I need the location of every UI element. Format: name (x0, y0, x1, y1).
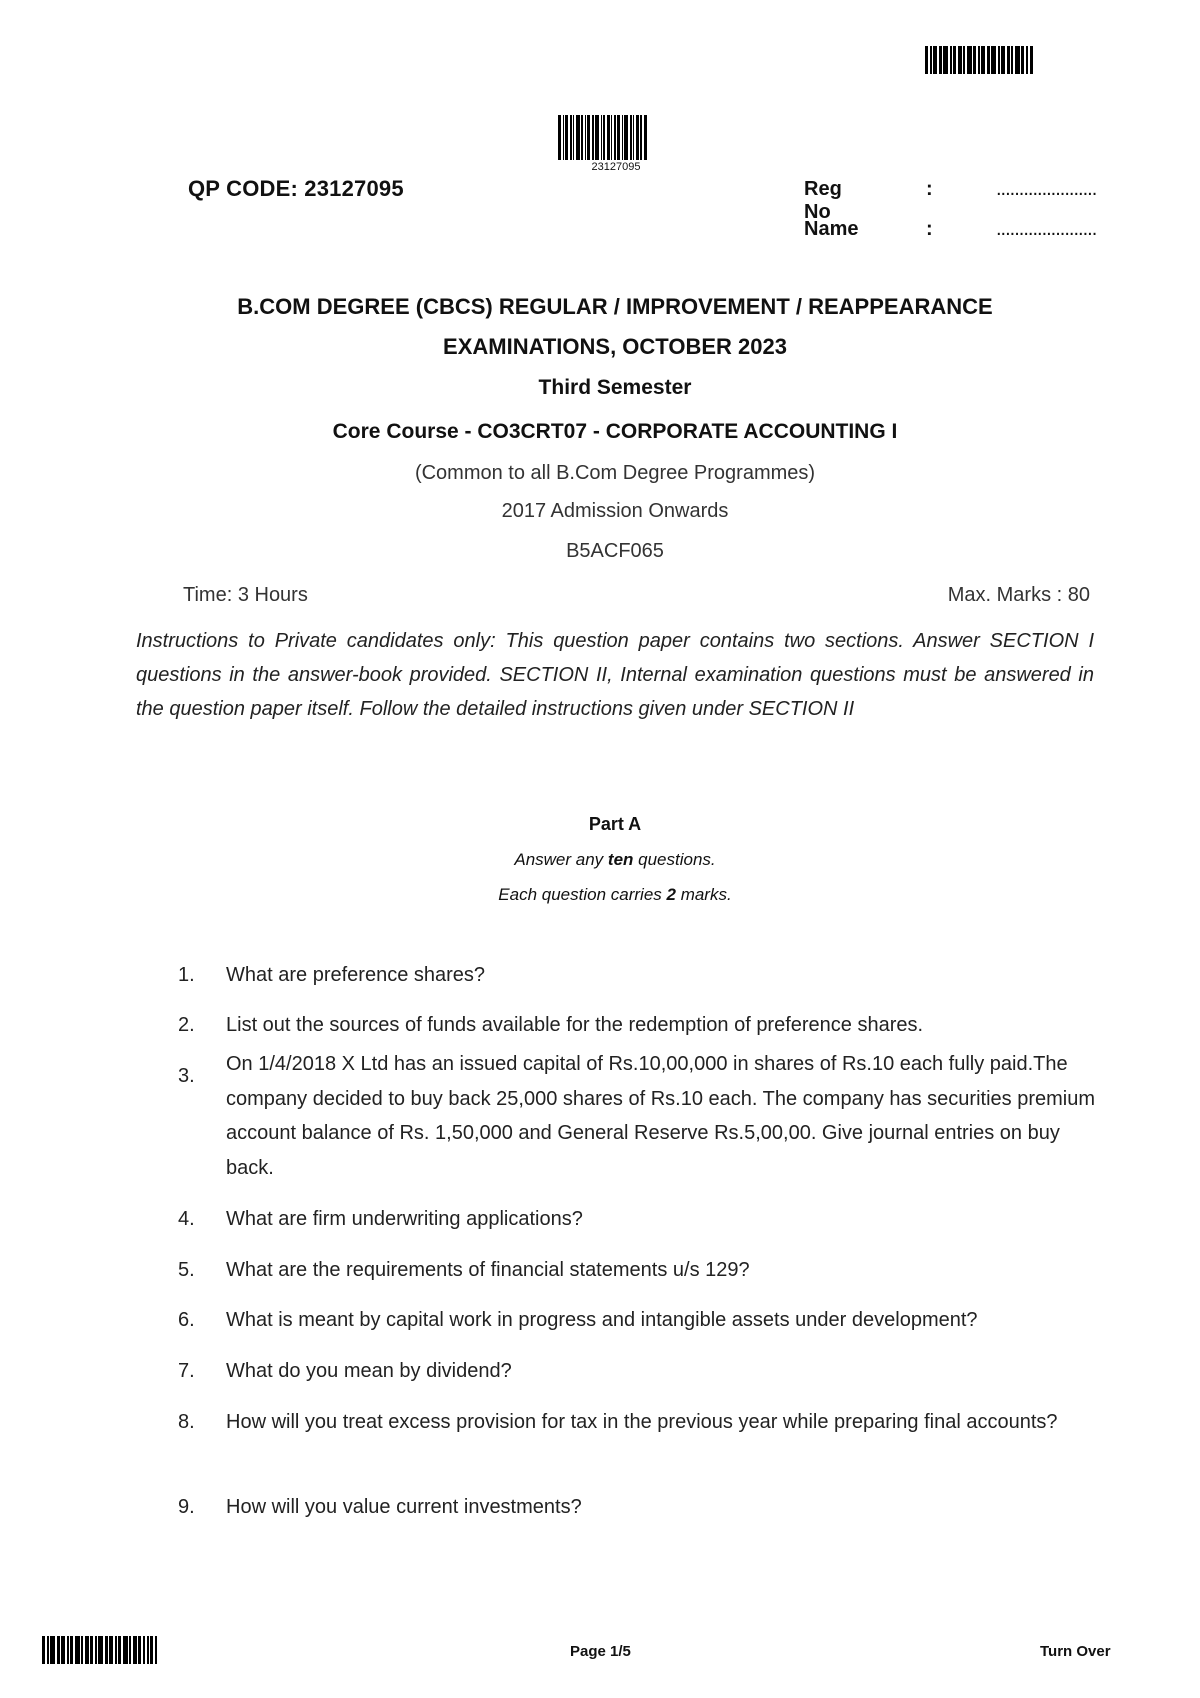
reg-no-blank: ...................... (996, 178, 1097, 200)
admission-note: 2017 Admission Onwards (501, 500, 729, 522)
part-a-marks-post: marks. (675, 885, 732, 904)
question-number: 9. (178, 1496, 195, 1518)
barcode-number: 23127095 (591, 161, 641, 173)
part-a-instruction-pre: Answer any (514, 850, 608, 869)
question-text: How will you treat excess provision for tax in the previous year while preparing final accounts? (226, 1411, 1058, 1433)
turn-over: Turn Over (1040, 1643, 1111, 1660)
question-text: What is meant by capital work in progress and intangible assets under development? (226, 1309, 978, 1331)
semester: Third Semester (538, 376, 692, 399)
part-a-instruction-post: questions. (633, 850, 716, 869)
question-number: 6. (178, 1309, 195, 1331)
footer-barcode (42, 1636, 157, 1664)
qp-code: QP CODE: 23127095 (188, 176, 404, 201)
question-number: 3. (178, 1065, 195, 1087)
time-allowed: Time: 3 Hours (183, 584, 308, 606)
question-number: 2. (178, 1014, 195, 1036)
paper-code: B5ACF065 (566, 540, 664, 562)
max-marks: Max. Marks : 80 (947, 584, 1090, 606)
part-a-marks-pre: Each question carries (498, 885, 667, 904)
reg-no-colon: : (926, 178, 933, 200)
part-a-title: Part A (588, 814, 642, 834)
question-text: What are firm underwriting applications? (226, 1208, 583, 1230)
top-center-barcode (558, 115, 647, 160)
part-a-marks (0, 885, 1200, 905)
instructions: Instructions to Private candidates only: This question paper contains two sections. Answer SECTION I questions in the answer-book provided. SECTION II, Internal examination questions must be answered in the question paper itself. Follow the detailed instructions given under SECTION II (136, 630, 1094, 720)
question-text: On 1/4/2018 X Ltd has an issued capital of Rs.10,00,000 in shares of Rs.10 each fully paid.The company decided to buy back 25,000 shares of Rs.10 each. The company has securities premium account balance of Rs. 1,50,000 and General Reserve Rs.5,00,00. Give journal entries on buy back. (226, 1053, 1095, 1179)
exam-title-line1: B.COM DEGREE (CBCS) REGULAR / IMPROVEMENT / REAPPEARANCE (237, 294, 993, 319)
page-number: Page 1/5 (570, 1643, 631, 1660)
question-text: How will you value current investments? (226, 1496, 582, 1518)
question-number: 5. (178, 1259, 195, 1281)
name-blank: ...................... (996, 218, 1097, 240)
question-number: 1. (178, 964, 195, 986)
question-text: What are the requirements of financial statements u/s 129? (226, 1259, 750, 1281)
question-text: List out the sources of funds available for the redemption of preference shares. (226, 1014, 924, 1036)
exam-title-line2: EXAMINATIONS, OCTOBER 2023 (443, 334, 787, 359)
question-text: What do you mean by dividend? (226, 1360, 512, 1382)
part-a-instruction-count: ten (607, 850, 634, 869)
reg-no-label: Reg No (804, 178, 842, 223)
question-text: What are preference shares? (226, 964, 486, 986)
top-right-barcode (925, 46, 1033, 74)
part-a-marks-value: 2 (666, 885, 676, 904)
question-number: 7. (178, 1360, 195, 1382)
part-a-instruction (0, 850, 1200, 870)
common-note: (Common to all B.Com Degree Programmes) (414, 462, 816, 484)
question-number: 8. (178, 1411, 195, 1433)
question-number: 4. (178, 1208, 195, 1230)
name-colon: : (926, 218, 933, 240)
course-title: Core Course - CO3CRT07 - CORPORATE ACCOUNTING I (332, 420, 898, 443)
name-label: Name (804, 218, 859, 240)
